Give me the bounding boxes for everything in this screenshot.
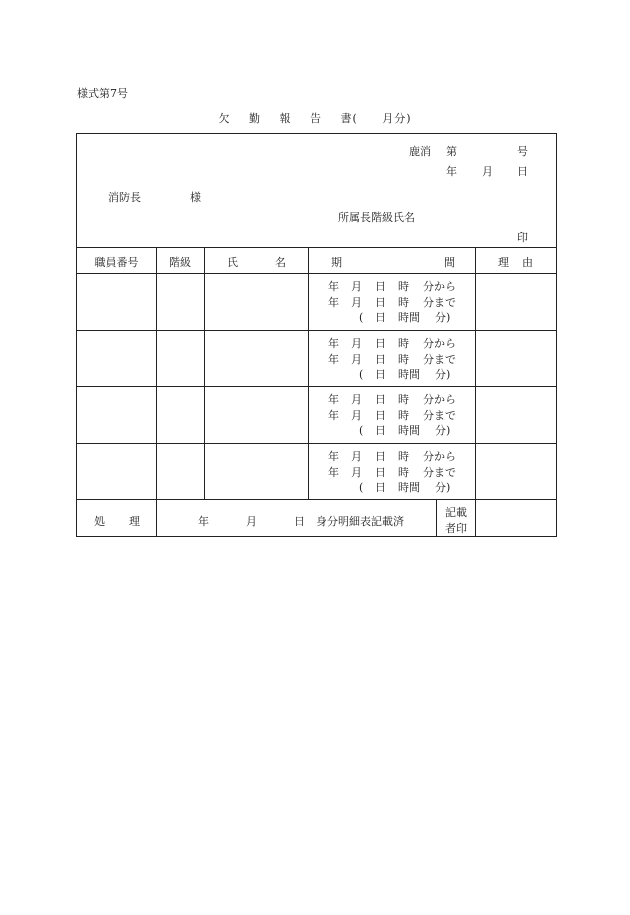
period-month: 月: [351, 280, 362, 293]
header-year: 年: [446, 165, 457, 178]
addressee: 消防長: [108, 191, 141, 204]
processing-label: 処: [94, 515, 105, 528]
period-year: 年: [328, 450, 339, 463]
period-minutes: 分): [435, 481, 451, 494]
period-hours: 時間: [398, 311, 420, 324]
column-header-staff-number: 職員番号: [94, 256, 139, 269]
column-header-period: 期: [331, 256, 342, 269]
period-days: 日: [375, 424, 386, 437]
period-hour: 時: [398, 337, 409, 350]
period-month: 月: [351, 450, 362, 463]
period-cell: [328, 449, 473, 496]
column-header-name: 氏: [227, 256, 238, 269]
title-char: 告: [309, 112, 322, 125]
period-year: 年: [328, 408, 339, 422]
footer-day: 日: [294, 515, 305, 528]
footer-year: 年: [198, 515, 209, 528]
divider: [204, 247, 205, 499]
period-cell: [328, 336, 473, 383]
period-month: 月: [351, 337, 362, 350]
report-form: [76, 133, 557, 537]
period-paren: (: [359, 424, 364, 437]
column-header-reason: 理: [498, 256, 509, 269]
period-from: 分から: [423, 337, 456, 350]
period-to: 分まで: [423, 295, 456, 309]
period-year: 年: [328, 352, 339, 366]
period-hour: 時: [398, 295, 409, 309]
period-minutes: 分): [435, 424, 451, 437]
period-hour: 時: [398, 280, 409, 293]
title-char: 勤: [248, 112, 261, 125]
period-day: 日: [375, 465, 386, 479]
period-month: 月: [351, 465, 362, 479]
period-day: 日: [375, 352, 386, 366]
footer-month: 月: [246, 515, 257, 528]
period-day: 日: [375, 337, 386, 350]
period-days: 日: [375, 481, 386, 494]
period-cell: [328, 392, 473, 439]
period-hour: 時: [398, 465, 409, 479]
divider: [77, 386, 556, 387]
period-year: 年: [328, 280, 339, 293]
title-char: 報: [279, 112, 292, 125]
column-header-period: 間: [444, 256, 455, 269]
column-header-rank: 階級: [169, 256, 191, 269]
period-hour: 時: [398, 450, 409, 463]
period-from: 分から: [423, 280, 456, 293]
office-label: 鹿消: [409, 145, 431, 158]
processing-label: 理: [129, 515, 140, 528]
period-to: 分まで: [423, 465, 456, 479]
header-month: 月: [482, 165, 493, 178]
divider: [308, 247, 309, 499]
title-char: 書(: [340, 112, 358, 125]
divider: [156, 247, 157, 537]
period-to: 分まで: [423, 408, 456, 422]
recorder-seal-label: 者印: [445, 522, 467, 535]
divider: [77, 330, 556, 331]
period-days: 日: [375, 368, 386, 381]
period-year: 年: [328, 337, 339, 350]
period-day: 日: [375, 295, 386, 309]
period-days: 日: [375, 311, 386, 324]
period-hours: 時間: [398, 481, 420, 494]
period-year: 年: [328, 295, 339, 309]
period-hours: 時間: [398, 424, 420, 437]
period-month: 月: [351, 352, 362, 366]
divider: [77, 247, 556, 248]
divider: [475, 247, 476, 537]
signer-label: 所属長階級氏名: [338, 211, 415, 224]
period-hour: 時: [398, 352, 409, 366]
title-char: 欠: [218, 112, 231, 125]
divider: [436, 499, 437, 537]
period-day: 日: [375, 450, 386, 463]
period-day: 日: [375, 408, 386, 422]
column-header-reason: 由: [522, 256, 533, 269]
column-header-name: 名: [275, 256, 286, 269]
period-month: 月: [351, 408, 362, 422]
period-year: 年: [328, 465, 339, 479]
form-number: 様式第7号: [77, 87, 128, 100]
period-paren: (: [359, 481, 364, 494]
period-to: 分まで: [423, 352, 456, 366]
divider: [77, 273, 556, 274]
period-year: 年: [328, 393, 339, 406]
period-hour: 時: [398, 408, 409, 422]
period-minutes: 分): [435, 368, 451, 381]
record-completed-label: 身分明細表記載済: [316, 515, 404, 528]
period-paren: (: [359, 368, 364, 381]
go-label: 号: [517, 145, 528, 158]
period-hour: 時: [398, 393, 409, 406]
seal-mark: 印: [517, 231, 528, 244]
period-cell: [328, 279, 473, 326]
divider: [77, 443, 556, 444]
period-month: 月: [351, 393, 362, 406]
period-from: 分から: [423, 393, 456, 406]
period-paren: (: [359, 311, 364, 324]
header-day: 日: [517, 165, 528, 178]
period-from: 分から: [423, 450, 456, 463]
divider: [77, 499, 556, 500]
period-month: 月: [351, 295, 362, 309]
dai-label: 第: [446, 145, 457, 158]
period-minutes: 分): [435, 311, 451, 324]
addressee-honorific: 様: [190, 191, 201, 204]
period-day: 日: [375, 280, 386, 293]
title-month-suffix: 月分): [382, 112, 412, 125]
period-hours: 時間: [398, 368, 420, 381]
recorder-seal-label: 記載: [445, 506, 467, 519]
period-day: 日: [375, 393, 386, 406]
document-title: [0, 110, 630, 126]
